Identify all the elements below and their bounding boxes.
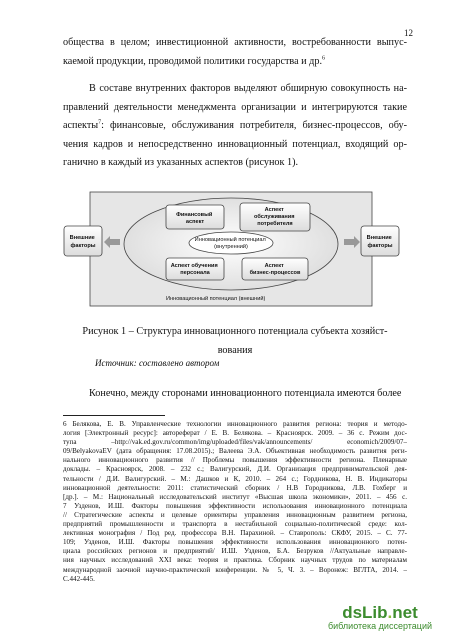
footnote-line: предприятий промышленности и транспорта в нестабильной социально-политической среде: кол-	[63, 520, 407, 529]
footnote-line: циала российских регионов и предприятий/ И.Ш. Узденов, Б.А. Безруков //Актуальные направле-	[63, 547, 407, 556]
footnote-line: ния научных исследований XXI века: теория и практика. Сборник научных трудов по материалам	[63, 556, 407, 565]
para2-line5: ганично в каждый из указанных аспектов (рисунок 1).	[63, 157, 299, 169]
paragraph-2	[63, 80, 407, 173]
footnotes	[63, 420, 407, 584]
watermark-part-a: dsLib	[342, 603, 388, 622]
watermark-logo[interactable]	[328, 603, 432, 631]
caption-line1: Рисунок 1 – Структура инновационного потенциала субъекта хозяйст-	[82, 326, 388, 337]
figure-diagram	[62, 190, 406, 308]
service-aspect-text: Аспект обслуживания потребителя	[253, 207, 295, 227]
footnote-line: 109; Узденов, И.Ш. Факторы повышения эффективности использования инновационного потен-	[63, 538, 407, 547]
footnote-ref-7: 7	[98, 119, 102, 126]
para2-line3-a: аспекты	[63, 120, 99, 132]
watermark-dot: .	[387, 603, 393, 622]
business-process-aspect-text: Аспект бизнес-процессов	[249, 263, 301, 276]
paragraph-1	[63, 34, 407, 71]
watermark-part-b: net	[392, 603, 418, 622]
outer-potential-label: Инновационный потенциал (внешний)	[166, 296, 266, 302]
para2-line3-b: : финансовые, обслуживания потребителя, бизнес-процессов, обу-	[101, 120, 407, 132]
right-box-text: Внешние факторы	[366, 235, 393, 249]
footnote-line: тупа –http://vak.ed.gov.ru/common/img/uploaded/files/vak/announcements/ economich/2009/07–	[63, 438, 407, 447]
center-ellipse	[189, 232, 273, 254]
training-aspect-box	[166, 258, 224, 280]
training-aspect-text: Аспект обучения персонала	[170, 263, 218, 276]
financial-aspect-text: Финансовый аспект	[176, 212, 213, 225]
footnote-line: 7 Узденов, И.Ш. Факторы повышения эффективности использования инновационного потенциала	[63, 501, 407, 510]
footnote-line: инновационной деятельности: 2011: статистический сборник / Н.В Городникова, Л.В. Гохберг и	[63, 483, 407, 492]
footnote-line: тельности / Д.И. Валигурский. – М.: Дашков и К, 2010. – 264 с.; Гордникова, Н. В. Индикаторы	[63, 474, 407, 483]
para1-line1: общества в целом; инвестиционной активности, востребованности выпус-	[63, 37, 407, 48]
para2-line4: чения кадров и непосредственно инновационный потенциал, входящий ор-	[63, 138, 407, 150]
footnote-line: доклады. – Красноярск, 2008. – 232 с.; Валигурский, Д.И. Организация предпринимательской дея-	[63, 465, 407, 474]
external-factors-right-box	[361, 226, 399, 256]
footnote-line: 09/BelyakovaEV (дата обращения: 17.08.2015).; Валеева Э.А. Объективная необходимость развития реги-	[63, 447, 407, 456]
footnote-line: С.442-445.	[63, 574, 95, 583]
footnote-line: [др.]. – М.: Национальный исследовательский институт «Высшая школа экономики», 2011. – 456 с.	[63, 492, 407, 501]
footnote-line: международной заочной научно-практической конференции. № 5, Ч. 3. – Воронеж: ВГЛТА, 2014. –	[63, 565, 407, 574]
page-number: 12	[404, 28, 413, 38]
figure-source: Источник: составлено автором	[95, 358, 220, 368]
left-box-text: Внешние факторы	[69, 235, 96, 249]
footnote-line: логия [Электронный ресурс]: автореферат / Е. В. Белякова. – Красноярск. 2009. – 36 с. Режим дос-	[63, 429, 407, 438]
watermark-title	[328, 603, 432, 623]
para2-line2: правлений деятельности менеджмента организации и интегрируются такие	[63, 101, 407, 113]
para2-line3	[63, 117, 407, 136]
para1-line2	[63, 53, 407, 72]
paragraph-3: Конечно, между сторонами инновационного потенциала имеются более	[89, 388, 402, 399]
para2-line1: В составе внутренних факторов выделяют обширную совокупность на-	[89, 83, 407, 94]
footnote-ref-6: 6	[322, 55, 326, 62]
center-text: Инновационный потенциал (внутренний)	[194, 237, 266, 250]
figure-innovation-potential	[62, 190, 406, 308]
external-factors-left-box	[64, 226, 102, 256]
figure-caption	[63, 322, 407, 360]
footnote-line: нального инновационного развития // Проблемы повышения эффективности региона. Пленарные	[63, 456, 407, 465]
footnote-divider	[63, 415, 165, 416]
footnote-line: 6 Белякова, Е. В. Управленческие технологии инновационного развития региона: теория и методо-	[63, 420, 407, 428]
footnote-line: лективная монография / Под ред. профессора В.Н. Парахиной. – Ставрополь: СКФУ, 2015. – С. 77-	[63, 529, 407, 538]
caption-line2: вования	[217, 345, 253, 356]
footnote-line: // Стратегические аспекты и целевые ориентиры управления инновационным развитием региона,	[63, 510, 407, 519]
watermark-subtitle: библиотека диссертаций	[327, 621, 432, 631]
business-process-aspect-box	[242, 258, 308, 280]
para1-line2-text: каемой продукции, проводимой политики государства и др.	[63, 55, 323, 67]
